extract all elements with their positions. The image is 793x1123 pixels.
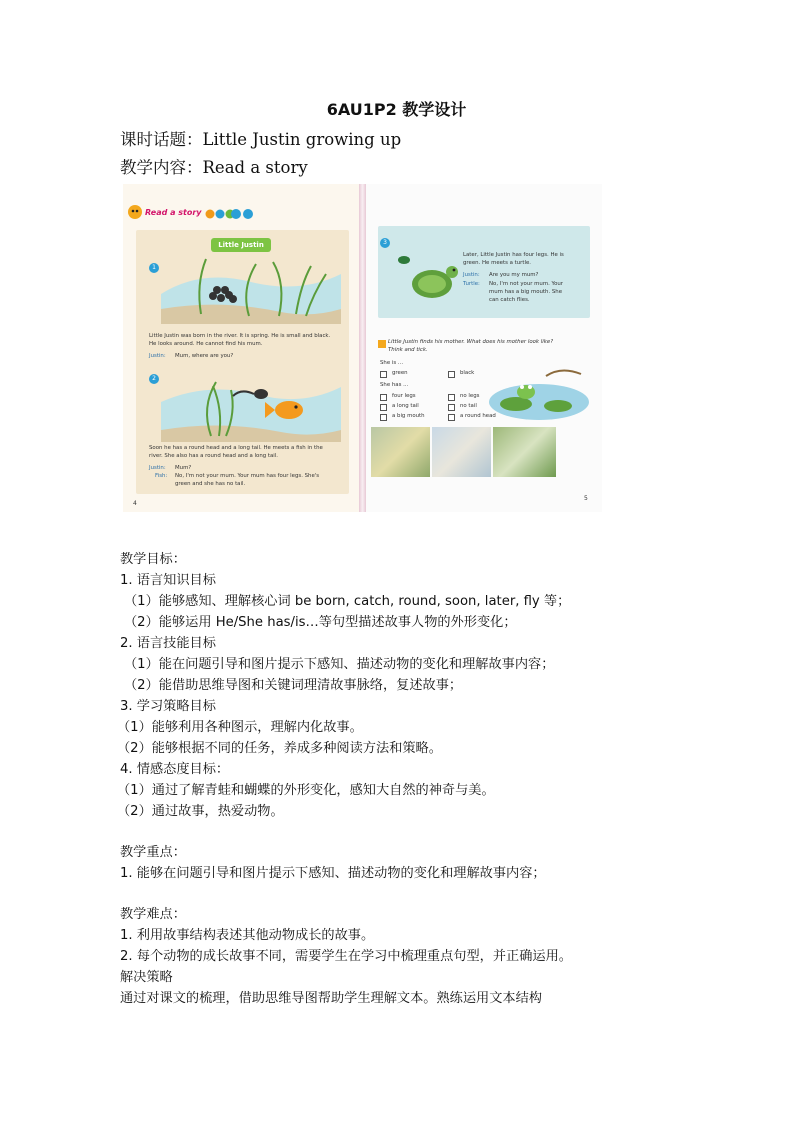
task-label: She has ... [380, 382, 409, 388]
speaker-label: Turtle: [463, 281, 480, 287]
option-label: four legs [392, 393, 416, 399]
objective-heading: 2. 语言技能目标 [120, 636, 216, 651]
option-label: a big mouth [392, 413, 425, 419]
textbook-image [123, 184, 602, 512]
task-question: Little Justin finds his mother. What does his mother look like? [388, 339, 554, 345]
story-text: Soon he has a round head and a long tail. He meets a fish in the [149, 445, 323, 451]
frog-turtle-illustration [390, 250, 460, 310]
objective-item: （1）能够感知、理解核心词 be born, catch, round, soon, later, fly 等； [124, 594, 571, 609]
story-text: Little Justin was born in the river. It is spring. He is small and black. [149, 333, 331, 339]
story-badge-icon [126, 204, 146, 220]
panel-number: 3 [380, 238, 390, 248]
objective-item: （1）能在问题引导和图片提示下感知、描述动物的变化和理解故事内容； [124, 657, 555, 672]
objective-item: （2）能借助思维导图和关键词理清故事脉络，复述故事； [124, 678, 463, 693]
objective-item: （1）能够利用各种图示，理解内化故事。 [117, 720, 363, 735]
dialogue-line: No, I'm not your mum. Your [489, 281, 564, 287]
speaker-label: Justin: [463, 272, 480, 278]
objective-item: （2）能够运用 He/She has/is…等句型描述故事人物的外形变化； [124, 615, 517, 630]
speaker-label: Justin: [149, 353, 166, 359]
difficulty-item: 1. 利用故事结构表述其他动物成长的故事。 [120, 928, 375, 943]
objective-item: （1）通过了解青蛙和蝴蝶的外形变化，感知大自然的神奇与美。 [117, 783, 495, 798]
option-label: green [392, 370, 408, 376]
objective-item: （2）通过故事，热爱动物。 [117, 804, 284, 819]
dialogue-line: mum has a big mouth. She [489, 289, 563, 295]
page-number: 4 [133, 500, 137, 507]
dialogue-line: Mum, where are you? [175, 353, 234, 359]
tick-box[interactable] [448, 404, 455, 411]
tick-box[interactable] [380, 404, 387, 411]
textbook-page-right [366, 184, 602, 512]
tick-box[interactable] [380, 394, 387, 401]
river-eggs-illustration [161, 254, 341, 324]
option-label: no legs [460, 393, 480, 399]
dialogue-line: No, I'm not your mum. Your mum has four legs. She's [175, 473, 320, 479]
objective-heading: 1. 语言知识目标 [120, 573, 216, 588]
tick-box[interactable] [448, 414, 455, 421]
tick-box[interactable] [448, 371, 455, 378]
story-text: river. She also has a round head and a long tail. [149, 453, 278, 459]
pond-frog-illustration [486, 366, 592, 422]
frog-photo [371, 427, 430, 477]
speaker-label: Fish: [155, 473, 168, 479]
dialogue-line: Are you my mum? [489, 272, 539, 278]
task-label: She is ... [380, 360, 404, 366]
option-label: a long tail [392, 403, 419, 409]
strategy-text: 通过对课文的梳理，借助思维导图帮助学生理解文本。熟练运用文本结构 [120, 991, 542, 1006]
task-instruction: Think and tick. [388, 347, 428, 353]
panel-number: 2 [149, 374, 159, 384]
tick-box[interactable] [448, 394, 455, 401]
section-heading-objectives: 教学目标： [120, 552, 186, 567]
dialogue-line: green and she has no tail. [175, 481, 246, 487]
lesson-content: 教学内容：Read a story [120, 158, 308, 177]
page-number: 5 [584, 495, 588, 502]
section-heading-difficulties: 教学难点： [120, 907, 186, 922]
tadpole-fish-illustration [161, 372, 341, 442]
difficulty-item: 2. 每个动物的成长故事不同，需要学生在学习中梳理重点句型，并正确运用。 [120, 949, 572, 964]
objective-heading: 3. 学习策略目标 [120, 699, 216, 714]
textbook-page-left [123, 184, 359, 512]
dialogue-line: can catch flies. [489, 297, 530, 303]
section-heading-strategy: 解决策略 [120, 970, 173, 985]
tick-box[interactable] [380, 371, 387, 378]
water-photo [432, 427, 491, 477]
section-heading-key-points: 教学重点： [120, 845, 186, 860]
story-text: Later, Little Justin has four legs. He is [463, 252, 564, 258]
panel-number: 1 [149, 263, 159, 273]
option-label: no tail [460, 403, 477, 409]
objective-item: （2）能够根据不同的任务，养成多种阅读方法和策略。 [117, 741, 442, 756]
story-title: Little Justin [211, 238, 271, 252]
tick-box[interactable] [380, 414, 387, 421]
option-label: black [460, 370, 475, 376]
plant-photo [493, 427, 556, 477]
pencil-icon [377, 339, 387, 349]
document-title: 6AU1P2 教学设计 [326, 100, 467, 119]
key-point-item: 1. 能够在问题引导和图片提示下感知、描述动物的变化和理解故事内容； [120, 866, 546, 881]
video-icon [231, 208, 255, 220]
option-label: a round head [460, 413, 496, 419]
objective-heading: 4. 情感态度目标： [120, 762, 230, 777]
speaker-label: Justin: [149, 465, 166, 471]
story-text: He looks around. He cannot find his mum. [149, 341, 263, 347]
dialogue-line: Mum? [175, 465, 192, 471]
story-text: green. He meets a turtle. [463, 260, 532, 266]
story-tag: Read a story [145, 208, 202, 217]
lesson-topic: 课时话题：Little Justin growing up [120, 130, 402, 149]
book-gutter [359, 184, 366, 512]
